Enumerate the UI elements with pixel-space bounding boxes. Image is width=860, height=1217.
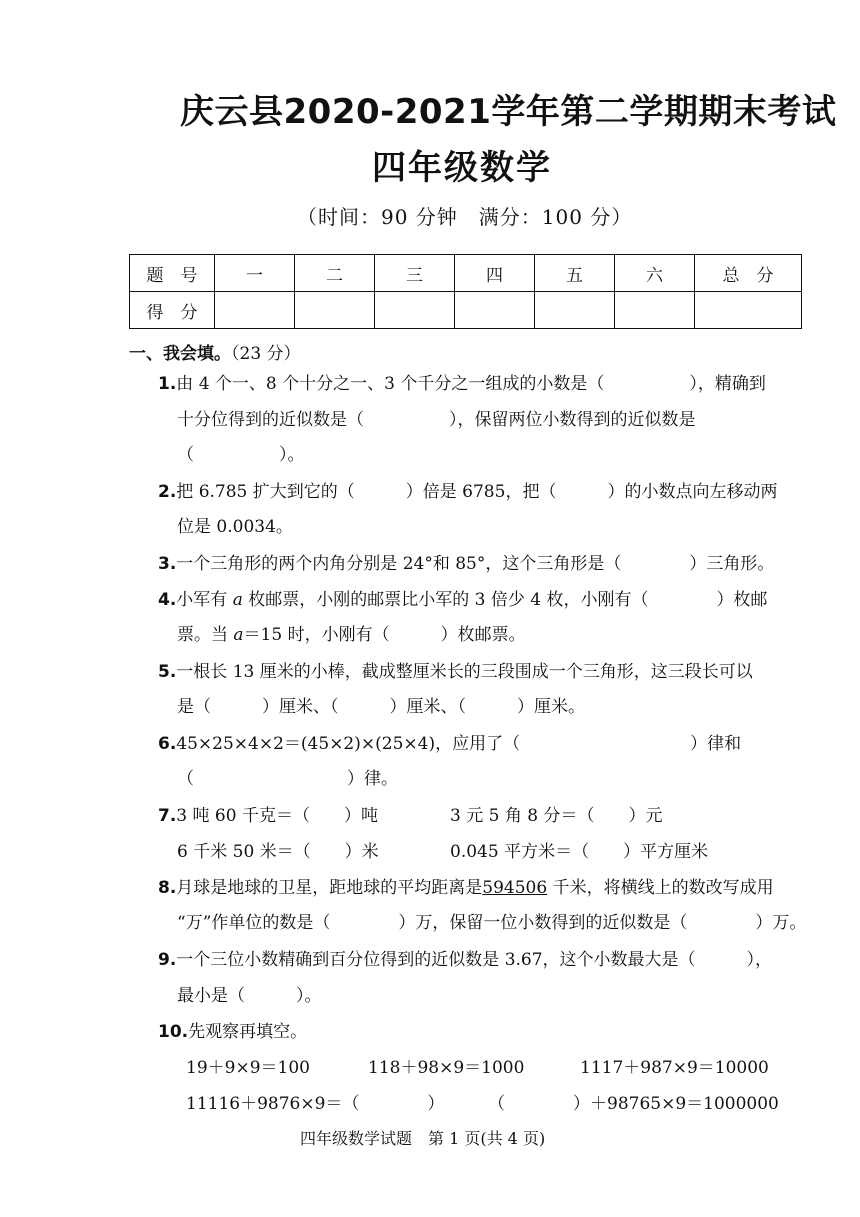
question-5-line-1: [158, 661, 753, 683]
question-1-line-1: [158, 373, 766, 395]
section-points: （23 分）: [231, 344, 301, 364]
question-text: 小军有: [176, 590, 233, 610]
question-text: 千米，将横线上的数改写成用: [547, 878, 774, 898]
question-8-line-1: [158, 877, 774, 899]
question-text: 3 吨 60 千克＝（ ）吨: [176, 806, 378, 826]
score-input-4[interactable]: [455, 292, 535, 329]
question-1-line-2: 十分位得到的近似数是（ ），保留两位小数得到的近似数是: [177, 410, 696, 430]
question-text: 一根长 13 厘米的小棒，截成整厘米长的三段围成一个三角形，这三段长可以: [176, 662, 753, 682]
question-2-line-1: [158, 481, 777, 503]
question-number: 9.: [158, 950, 177, 970]
score-cell-label: 题 号: [130, 255, 215, 292]
question-1-line-3: （ ）。: [177, 445, 305, 465]
question-text: 45×25×4×2＝(45×2)×(25×4)，应用了（ ）律和: [176, 734, 742, 754]
question-number: 5.: [158, 662, 177, 682]
exam-title: 庆云县2020-2021学年第二学期期末考试: [180, 92, 837, 132]
section-heading: [129, 339, 301, 364]
question-text: 月球是地球的卫星，距地球的平均距离是: [176, 878, 483, 898]
question-number: 6.: [158, 734, 177, 754]
question-number: 3.: [158, 554, 177, 574]
score-cell-5: 五: [535, 255, 615, 292]
score-cell-2: 二: [295, 255, 375, 292]
score-cell-6: 六: [615, 255, 695, 292]
question-9-line-1: [158, 949, 772, 971]
question-7-part-b: 3 元 5 角 8 分＝（ ）元: [450, 806, 663, 826]
question-6-line-1: [158, 733, 741, 755]
score-cell-1: 一: [215, 255, 295, 292]
question-7-part-d: 0.045 平方米＝（ ）平方厘米: [450, 842, 709, 862]
question-9-line-2: 最小是（ ）。: [177, 986, 322, 1006]
question-number: 7.: [158, 806, 177, 826]
question-4-line-1: [158, 589, 768, 611]
score-input-total[interactable]: [695, 292, 802, 329]
question-text: 先观察再填空。: [188, 1022, 308, 1042]
question-text: 把 6.785 扩大到它的（ ）倍是 6785，把（ ）的小数点向左移动两: [176, 482, 778, 502]
score-input-6[interactable]: [615, 292, 695, 329]
page-footer: 四年级数学试题 第 1 页(共 4 页): [300, 1129, 546, 1148]
question-10-line-1: [158, 1021, 307, 1043]
equation-3: 1117＋987×9＝10000: [580, 1058, 769, 1078]
exam-info: （时间：90 分钟 满分：100 分）: [297, 205, 633, 229]
question-5-line-2: 是（ ）厘米、（ ）厘米、（ ）厘米。: [177, 697, 585, 717]
question-8-line-2: “万”作单位的数是（ ）万，保留一位小数得到的近似数是（ ）万。: [177, 913, 807, 933]
variable-a: a: [232, 590, 243, 610]
equation-2: 118＋98×9＝1000: [368, 1058, 525, 1078]
question-text: 由 4 个一、8 个十分之一、3 个千分之一组成的小数是（ ），精确到: [176, 374, 766, 394]
question-text: 一个三角形的两个内角分别是 24°和 85°，这个三角形是（ ）三角形。: [176, 554, 775, 574]
score-table-header-row: [130, 255, 802, 292]
question-number: 10.: [158, 1022, 189, 1042]
score-row-label: 得 分: [130, 292, 215, 329]
question-text: 一个三位小数精确到百分位得到的近似数是 3.67，这个小数最大是（ ），: [176, 950, 773, 970]
score-input-2[interactable]: [295, 292, 375, 329]
equation-4: 11116＋9876×9＝（ ）: [186, 1094, 445, 1114]
question-2-line-2: 位是 0.0034。: [177, 517, 293, 537]
score-cell-total: 总 分: [695, 255, 802, 292]
question-number: 4.: [158, 590, 177, 610]
question-4-line-2: [177, 624, 526, 646]
score-cell-3: 三: [375, 255, 455, 292]
score-input-3[interactable]: [375, 292, 455, 329]
score-table-score-row: [130, 292, 802, 329]
question-text: ＝15 时，小刚有（ ）枚邮票。: [243, 625, 526, 645]
question-number: 1.: [158, 374, 177, 394]
section-label: 一、我会填。: [129, 344, 231, 364]
question-3-line-1: [158, 553, 774, 575]
underlined-number: 594506: [482, 878, 548, 898]
question-7-line-1: [158, 805, 378, 827]
variable-a: a: [233, 625, 244, 645]
question-number: 8.: [158, 878, 177, 898]
score-cell-4: 四: [455, 255, 535, 292]
question-6-line-2: （ ）律。: [177, 769, 398, 789]
question-text: 票。当: [177, 625, 234, 645]
equation-5: （ ）＋98765×9＝1000000: [488, 1094, 779, 1114]
equation-1: 19＋9×9＝100: [186, 1058, 310, 1078]
question-text: 枚邮票，小刚的邮票比小军的 3 倍少 4 枚，小刚有（ ）枚邮: [242, 590, 768, 610]
question-7-part-c: 6 千米 50 米＝（ ）米: [177, 842, 379, 862]
question-number: 2.: [158, 482, 177, 502]
score-table: [129, 254, 802, 329]
score-input-5[interactable]: [535, 292, 615, 329]
score-input-1[interactable]: [215, 292, 295, 329]
exam-subject: 四年级数学: [372, 148, 552, 188]
